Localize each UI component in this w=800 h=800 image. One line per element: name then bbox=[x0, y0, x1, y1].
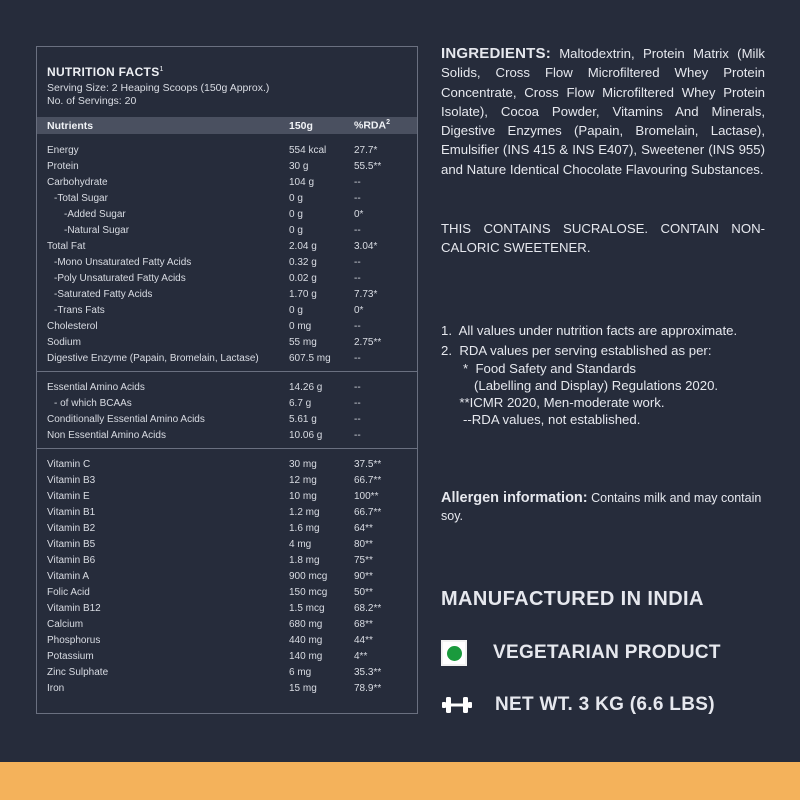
nutrient-amount: 0 g bbox=[289, 304, 303, 316]
nutrient-name: Vitamin B2 bbox=[47, 522, 96, 534]
nutrient-amount: 1.6 mg bbox=[289, 522, 320, 534]
nutrient-rda: 0* bbox=[354, 208, 364, 220]
nutrient-amount: 150 mcg bbox=[289, 586, 328, 598]
nutrient-name: Digestive Enzyme (Papain, Bromelain, Lactase) bbox=[47, 352, 259, 364]
nutrition-facts-panel bbox=[36, 46, 418, 714]
nutrient-amount: 104 g bbox=[289, 176, 315, 188]
nutrient-amount: 10.06 g bbox=[289, 429, 323, 441]
nutrient-name: Energy bbox=[47, 144, 79, 156]
nutrient-row bbox=[37, 472, 417, 488]
nutrient-name: Phosphorus bbox=[47, 634, 101, 646]
nutrient-rda: 66.7** bbox=[354, 506, 382, 518]
nutrient-name: Conditionally Essential Amino Acids bbox=[47, 413, 205, 425]
sucralose-warning: THIS CONTAINS SUCRALOSE. CONTAIN NON-CALORIC SWEETENER. bbox=[441, 221, 765, 256]
nutrient-row bbox=[37, 504, 417, 520]
header-amount: 150g bbox=[289, 119, 313, 132]
nutrient-amount: 30 g bbox=[289, 160, 309, 172]
nutrient-name: -Poly Unsaturated Fatty Acids bbox=[54, 272, 186, 284]
header-nutrients: Nutrients bbox=[47, 119, 94, 132]
nutrient-row bbox=[37, 427, 417, 443]
nutrient-name: -Mono Unsaturated Fatty Acids bbox=[54, 256, 192, 268]
nutrient-rda: -- bbox=[354, 256, 361, 268]
nutrient-rda: 90** bbox=[354, 570, 373, 582]
ingredients-block bbox=[441, 44, 765, 179]
nutrient-row bbox=[37, 206, 417, 222]
nutrient-row bbox=[37, 174, 417, 190]
nutrient-name: Potassium bbox=[47, 650, 94, 662]
nutrient-row bbox=[37, 379, 417, 395]
nutrient-amount: 0.02 g bbox=[289, 272, 317, 284]
footnotes bbox=[441, 322, 765, 429]
nutrient-row bbox=[37, 568, 417, 584]
nutrient-name: Cholesterol bbox=[47, 320, 98, 332]
nutrient-row bbox=[37, 536, 417, 552]
nutrient-rda: -- bbox=[354, 320, 361, 332]
nutrient-row bbox=[37, 520, 417, 536]
nutrient-amount: 140 mg bbox=[289, 650, 323, 662]
footnote-line: **ICMR 2020, Men-moderate work. bbox=[441, 395, 665, 411]
nutrient-row bbox=[37, 158, 417, 174]
nutrient-name: Calcium bbox=[47, 618, 84, 630]
nutrient-row bbox=[37, 222, 417, 238]
nutrient-row bbox=[37, 411, 417, 427]
nutrient-name: Iron bbox=[47, 682, 65, 694]
nutrient-name: -Trans Fats bbox=[54, 304, 105, 316]
net-weight-label: NET WT. 3 KG (6.6 LBS) bbox=[495, 694, 715, 715]
nutrient-name: Vitamin B5 bbox=[47, 538, 96, 550]
nutrient-row bbox=[37, 238, 417, 254]
footnote-line: 1. All values under nutrition facts are approximate. bbox=[441, 323, 738, 338]
nutrient-rda: -- bbox=[354, 192, 361, 204]
nutrient-rda: -- bbox=[354, 272, 361, 284]
nutrient-row bbox=[37, 456, 417, 472]
nutrition-header bbox=[37, 47, 417, 117]
nutrient-amount: 554 kcal bbox=[289, 144, 327, 156]
nutrient-row bbox=[37, 648, 417, 664]
nutrient-rda: 55.5** bbox=[354, 160, 382, 172]
nutrient-row bbox=[37, 552, 417, 568]
footnote-line: * Food Safety and Standards bbox=[441, 360, 636, 376]
nutrient-name: -Natural Sugar bbox=[64, 224, 130, 236]
nutrient-rda: 2.75** bbox=[354, 336, 382, 348]
bottom-color-band bbox=[0, 762, 800, 800]
nutrient-name: Non Essential Amino Acids bbox=[47, 429, 166, 441]
nutrient-rda: 64** bbox=[354, 522, 373, 534]
nutrient-row bbox=[37, 664, 417, 680]
nutrient-row bbox=[37, 616, 417, 632]
nutrient-amount: 680 mg bbox=[289, 618, 323, 630]
nutrient-name: Essential Amino Acids bbox=[47, 381, 145, 393]
nutrient-name: -Added Sugar bbox=[64, 208, 126, 220]
nutrient-row bbox=[37, 302, 417, 318]
nutrient-rda: 27.7* bbox=[354, 144, 378, 156]
nutrient-rda: 66.7** bbox=[354, 474, 382, 486]
nutrient-name: Vitamin B1 bbox=[47, 506, 96, 518]
nutrient-rda: 0* bbox=[354, 304, 364, 316]
nutrient-name: Vitamin B12 bbox=[47, 602, 101, 614]
nutrient-amount: 0.32 g bbox=[289, 256, 317, 268]
nutrient-rda: 35.3** bbox=[354, 666, 382, 678]
nutrient-amount: 1.2 mg bbox=[289, 506, 320, 518]
nutrient-row bbox=[37, 350, 417, 366]
amino-acids-section bbox=[37, 372, 417, 443]
nutrient-amount: 1.70 g bbox=[289, 288, 317, 300]
nutrient-amount: 0 g bbox=[289, 208, 303, 220]
nutrient-name: Vitamin B3 bbox=[47, 474, 96, 486]
nutrient-name: Total Fat bbox=[47, 240, 86, 252]
footnote-line: --RDA values, not established. bbox=[441, 412, 641, 428]
macronutrients-section bbox=[37, 134, 417, 366]
nutrient-amount: 1.5 mcg bbox=[289, 602, 325, 614]
nutrient-row bbox=[37, 334, 417, 350]
nutrient-name: Sodium bbox=[47, 336, 81, 348]
header-rda: %RDA$^2$ bbox=[354, 119, 390, 132]
nutrient-amount: 6.7 g bbox=[289, 397, 312, 409]
nutrient-row bbox=[37, 254, 417, 270]
nutrient-row bbox=[37, 632, 417, 648]
nutrient-rda: 37.5** bbox=[354, 458, 382, 470]
nutrient-amount: 12 mg bbox=[289, 474, 317, 486]
allergen-text: Contains milk and may contain soy. bbox=[441, 491, 762, 523]
nutrient-rda: -- bbox=[354, 413, 361, 425]
nutrient-amount: 10 mg bbox=[289, 490, 317, 502]
nutrient-amount: 2.04 g bbox=[289, 240, 317, 252]
nutrient-rda: -- bbox=[354, 381, 361, 393]
ingredients-text: Maltodextrin, Protein Matrix (Milk Solids, Cross Flow Microfiltered Whey Protein Concentrate, Cross Flow Microfiltered Whey Protein Isolate), Cocoa Powder, Vitamins And Minerals, Digestive Enzymes (Papain, Bromelain, Lactase), Emulsifier (INS 415 & INS E407), Sweetener (INS 955) and Nature Identical Chocolate Flavouring Substances. bbox=[441, 46, 766, 177]
vegetarian-mark-icon bbox=[441, 640, 467, 666]
nutrient-row bbox=[37, 142, 417, 158]
nutrient-rda: 100** bbox=[354, 490, 379, 502]
nutrient-rda: -- bbox=[354, 397, 361, 409]
nutrient-rda: -- bbox=[354, 176, 361, 188]
nutrition-table-header bbox=[37, 117, 417, 134]
manufactured-in: MANUFACTURED IN INDIA bbox=[441, 588, 704, 610]
nutrient-row bbox=[37, 600, 417, 616]
nutrient-name: Vitamin B6 bbox=[47, 554, 96, 566]
nutrient-rda: 75** bbox=[354, 554, 373, 566]
nutrient-name: -Total Sugar bbox=[54, 192, 108, 204]
nutrient-name: Vitamin A bbox=[47, 570, 90, 582]
nutrient-name: Folic Acid bbox=[47, 586, 90, 598]
dumbbell-icon bbox=[441, 694, 473, 716]
vegetarian-row bbox=[441, 640, 721, 666]
nutrient-amount: 0 mg bbox=[289, 320, 312, 332]
nutrient-rda: 68** bbox=[354, 618, 373, 630]
nutrient-row bbox=[37, 286, 417, 302]
nutrient-amount: 1.8 mg bbox=[289, 554, 320, 566]
nutrient-amount: 30 mg bbox=[289, 458, 317, 470]
nutrient-amount: 55 mg bbox=[289, 336, 317, 348]
nutrient-rda: 3.04* bbox=[354, 240, 378, 252]
nutrient-amount: 0 g bbox=[289, 224, 303, 236]
nutrient-amount: 15 mg bbox=[289, 682, 317, 694]
allergen-info bbox=[441, 489, 765, 525]
vegetarian-label: VEGETARIAN PRODUCT bbox=[493, 642, 721, 663]
nutrient-amount: 4 mg bbox=[289, 538, 312, 550]
nutrient-name: Carbohydrate bbox=[47, 176, 108, 188]
nutrient-name: Vitamin E bbox=[47, 490, 90, 502]
nutrient-rda: 50** bbox=[354, 586, 373, 598]
nutrient-row bbox=[37, 190, 417, 206]
ingredients-label: INGREDIENTS: bbox=[441, 45, 551, 62]
allergen-label: Allergen information: bbox=[441, 490, 588, 506]
nutrient-rda: 4** bbox=[354, 650, 368, 662]
nutrient-amount: 900 mcg bbox=[289, 570, 328, 582]
nutrient-row bbox=[37, 488, 417, 504]
nutrient-row bbox=[37, 584, 417, 600]
nutrient-rda: 7.73* bbox=[354, 288, 378, 300]
nutrient-row bbox=[37, 270, 417, 286]
nutrient-rda: -- bbox=[354, 224, 361, 236]
nutrient-amount: 14.26 g bbox=[289, 381, 323, 393]
nutrient-amount: 5.61 g bbox=[289, 413, 317, 425]
footnote-line: (Labelling and Display) Regulations 2020. bbox=[441, 377, 719, 393]
nutrition-title: NUTRITION FACTS$^1$ bbox=[47, 65, 164, 79]
nutrient-rda: -- bbox=[354, 429, 361, 441]
nutrient-amount: 6 mg bbox=[289, 666, 312, 678]
serving-size: Serving Size: 2 Heaping Scoops (150g Approx.) bbox=[47, 82, 270, 94]
nutrient-name: -Saturated Fatty Acids bbox=[54, 288, 153, 300]
nutrient-rda: 80** bbox=[354, 538, 373, 550]
nutrient-rda: 78.9** bbox=[354, 682, 382, 694]
number-of-servings: No. of Servings: 20 bbox=[47, 95, 137, 107]
nutrient-name: - of which BCAAs bbox=[54, 397, 132, 409]
nutrient-rda: 68.2** bbox=[354, 602, 382, 614]
footnote-line: 2. RDA values per serving established as per: bbox=[441, 343, 712, 359]
nutrient-rda: -- bbox=[354, 352, 361, 364]
nutrient-row bbox=[37, 318, 417, 334]
nutrient-amount: 607.5 mg bbox=[289, 352, 331, 364]
nutrient-name: Zinc Sulphate bbox=[47, 666, 109, 678]
nutrient-name: Vitamin C bbox=[47, 458, 91, 470]
vitamins-minerals-section bbox=[37, 449, 417, 696]
nutrient-name: Protein bbox=[47, 160, 79, 172]
net-weight-row bbox=[441, 694, 715, 716]
nutrient-row bbox=[37, 395, 417, 411]
nutrient-rda: 44** bbox=[354, 634, 373, 646]
nutrient-amount: 0 g bbox=[289, 192, 303, 204]
nutrient-amount: 440 mg bbox=[289, 634, 323, 646]
nutrient-row bbox=[37, 680, 417, 696]
